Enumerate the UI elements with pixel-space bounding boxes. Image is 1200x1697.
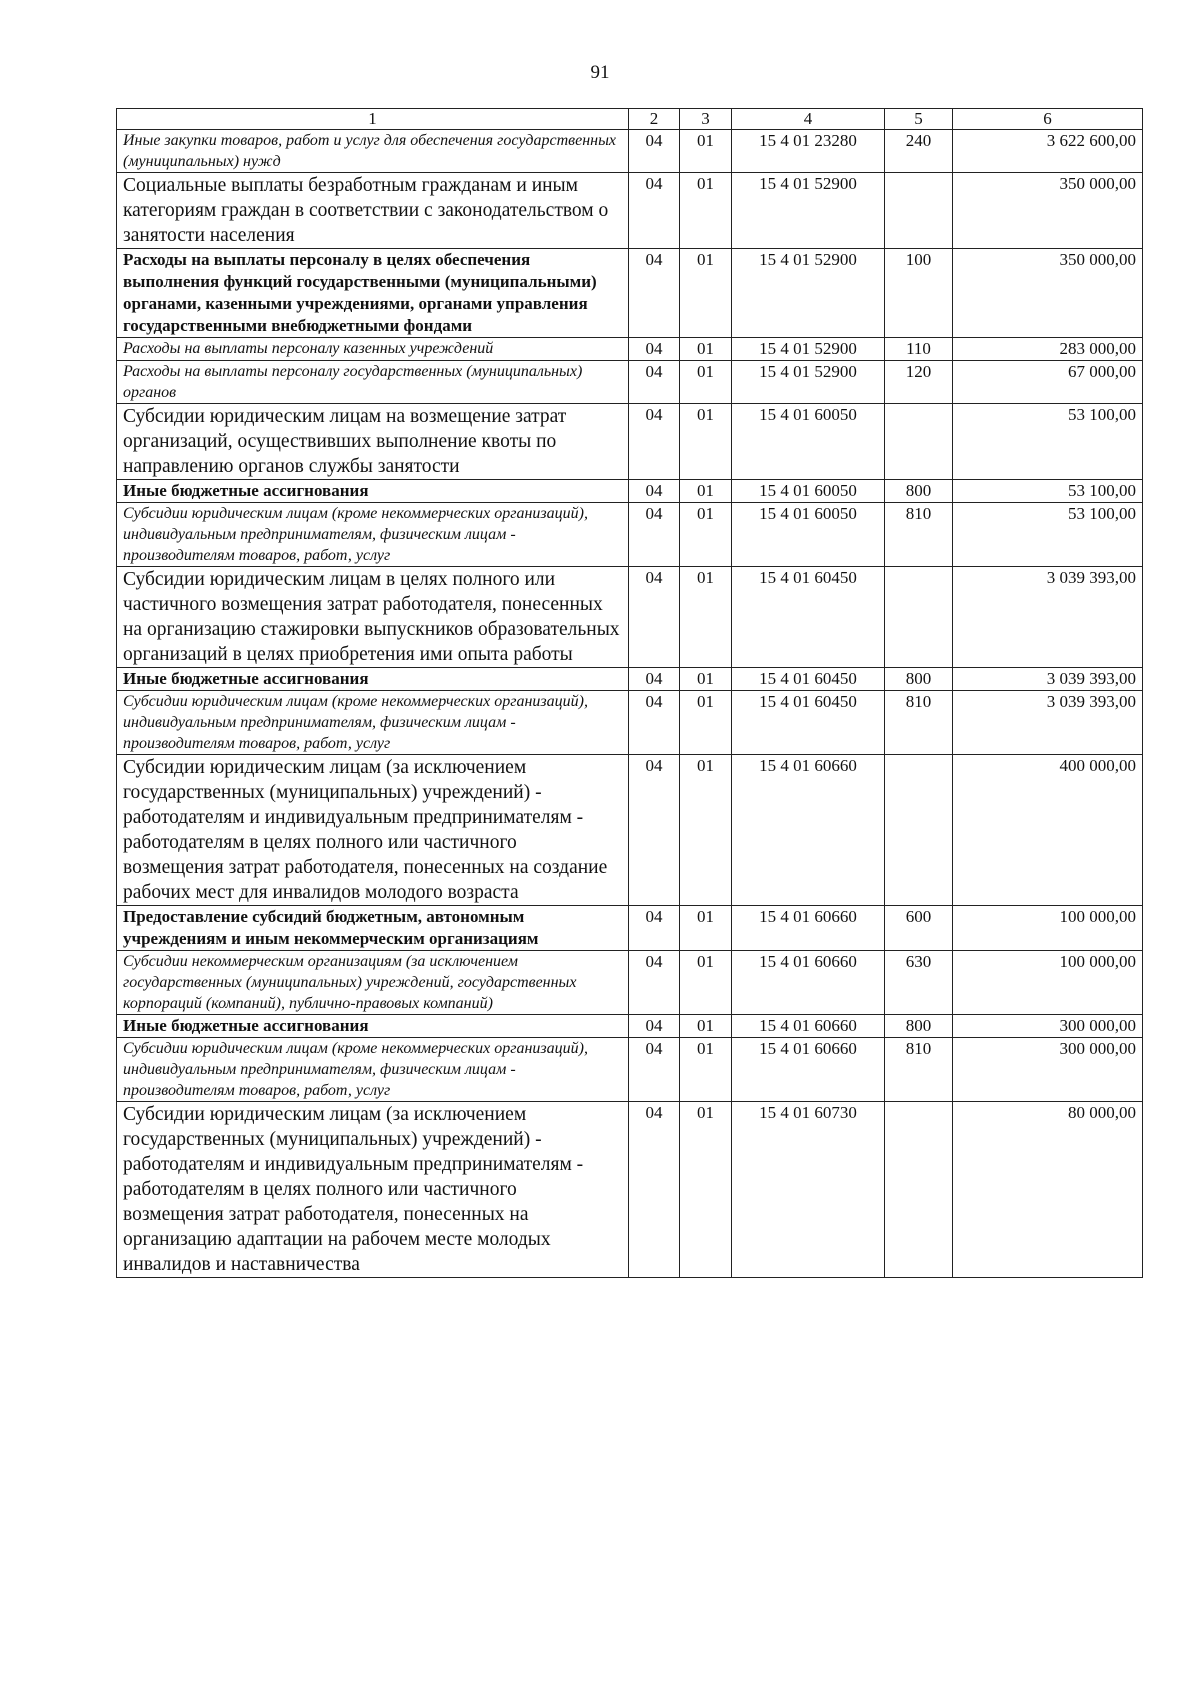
table-row — [117, 1015, 1143, 1038]
row-name-cell: Субсидии юридическим лицам (кроме некоммерческих организаций), индивидуальным предпринимателям, физическим лицам - производителям товаров, работ, услуг — [117, 691, 629, 755]
table-row — [117, 951, 1143, 1015]
row-amount-cell: 3 039 393,00 — [953, 691, 1143, 755]
table-row — [117, 1102, 1143, 1278]
row-expense-type-cell: 600 — [885, 906, 953, 951]
row-amount-cell: 100 000,00 — [953, 951, 1143, 1015]
row-amount-cell: 53 100,00 — [953, 404, 1143, 480]
row-section-cell: 04 — [629, 1102, 680, 1278]
row-subsection-cell: 01 — [680, 567, 732, 668]
header-col-5: 5 — [885, 109, 953, 130]
row-section-cell: 04 — [629, 404, 680, 480]
row-subsection-cell: 01 — [680, 173, 732, 249]
row-section-cell: 04 — [629, 668, 680, 691]
row-amount-cell: 300 000,00 — [953, 1015, 1143, 1038]
row-amount-cell: 300 000,00 — [953, 1038, 1143, 1102]
row-name-cell: Иные бюджетные ассигнования — [117, 480, 629, 503]
table-row — [117, 173, 1143, 249]
row-name-cell: Расходы на выплаты персоналу в целях обеспечения выполнения функций государственными (муниципальными) органами, казенными учреждениями, органами управления государственными внебюджетными фондами — [117, 249, 629, 338]
row-subsection-cell: 01 — [680, 755, 732, 906]
row-subsection-cell: 01 — [680, 1015, 732, 1038]
row-expense-type-cell: 810 — [885, 691, 953, 755]
row-expense-type-cell: 120 — [885, 361, 953, 404]
table-row — [117, 1038, 1143, 1102]
table-row — [117, 404, 1143, 480]
row-target-article-cell: 15 4 01 60050 — [732, 503, 885, 567]
row-expense-type-cell — [885, 1102, 953, 1278]
row-expense-type-cell — [885, 404, 953, 480]
budget-table — [116, 108, 1143, 1278]
row-name-cell: Субсидии юридическим лицам (кроме некоммерческих организаций), индивидуальным предпринимателям, физическим лицам - производителям товаров, работ, услуг — [117, 503, 629, 567]
row-name-cell: Субсидии юридическим лицам (за исключением государственных (муниципальных) учреждений) - работодателям и индивидуальным предпринимателям - работодателям в целях полного или частичного возмещения затрат работодателя, понесенных на создание рабочих мест для инвалидов молодого возраста — [117, 755, 629, 906]
row-target-article-cell: 15 4 01 60660 — [732, 951, 885, 1015]
row-amount-cell: 283 000,00 — [953, 338, 1143, 361]
row-section-cell: 04 — [629, 567, 680, 668]
row-subsection-cell: 01 — [680, 338, 732, 361]
row-expense-type-cell — [885, 567, 953, 668]
table-row — [117, 503, 1143, 567]
row-expense-type-cell: 810 — [885, 1038, 953, 1102]
row-expense-type-cell: 810 — [885, 503, 953, 567]
row-target-article-cell: 15 4 01 60050 — [732, 404, 885, 480]
row-section-cell: 04 — [629, 361, 680, 404]
row-target-article-cell: 15 4 01 60660 — [732, 1038, 885, 1102]
row-section-cell: 04 — [629, 338, 680, 361]
row-target-article-cell: 15 4 01 60660 — [732, 1015, 885, 1038]
row-name-cell: Иные закупки товаров, работ и услуг для обеспечения государственных (муниципальных) нужд — [117, 130, 629, 173]
row-section-cell: 04 — [629, 906, 680, 951]
row-expense-type-cell: 800 — [885, 1015, 953, 1038]
row-section-cell: 04 — [629, 691, 680, 755]
page-number: 91 — [590, 62, 610, 83]
table-row — [117, 691, 1143, 755]
row-expense-type-cell: 240 — [885, 130, 953, 173]
row-amount-cell: 80 000,00 — [953, 1102, 1143, 1278]
row-target-article-cell: 15 4 01 52900 — [732, 338, 885, 361]
row-subsection-cell: 01 — [680, 906, 732, 951]
row-target-article-cell: 15 4 01 52900 — [732, 361, 885, 404]
row-name-cell: Иные бюджетные ассигнования — [117, 1015, 629, 1038]
row-section-cell: 04 — [629, 1015, 680, 1038]
row-amount-cell: 3 622 600,00 — [953, 130, 1143, 173]
row-name-cell: Субсидии юридическим лицам на возмещение затрат организаций, осуществивших выполнение квоты по направлению органов службы занятости — [117, 404, 629, 480]
row-name-cell: Иные бюджетные ассигнования — [117, 668, 629, 691]
row-amount-cell: 3 039 393,00 — [953, 668, 1143, 691]
row-target-article-cell: 15 4 01 60660 — [732, 755, 885, 906]
table-row — [117, 338, 1143, 361]
row-subsection-cell: 01 — [680, 503, 732, 567]
row-subsection-cell: 01 — [680, 691, 732, 755]
row-target-article-cell: 15 4 01 60450 — [732, 668, 885, 691]
row-name-cell: Субсидии юридическим лицам в целях полного или частичного возмещения затрат работодателя, понесенных на организацию стажировки выпускников образовательных организаций в целях приобретения ими опыта работы — [117, 567, 629, 668]
row-target-article-cell: 15 4 01 60050 — [732, 480, 885, 503]
row-amount-cell: 400 000,00 — [953, 755, 1143, 906]
row-expense-type-cell: 800 — [885, 480, 953, 503]
header-col-2: 2 — [629, 109, 680, 130]
row-expense-type-cell — [885, 755, 953, 906]
table-row — [117, 130, 1143, 173]
row-amount-cell: 350 000,00 — [953, 249, 1143, 338]
row-section-cell: 04 — [629, 503, 680, 567]
table-row — [117, 249, 1143, 338]
row-section-cell: 04 — [629, 249, 680, 338]
row-expense-type-cell: 110 — [885, 338, 953, 361]
table-row — [117, 480, 1143, 503]
row-amount-cell: 100 000,00 — [953, 906, 1143, 951]
row-section-cell: 04 — [629, 755, 680, 906]
table-header-row — [117, 109, 1143, 130]
row-amount-cell: 3 039 393,00 — [953, 567, 1143, 668]
row-target-article-cell: 15 4 01 52900 — [732, 249, 885, 338]
row-subsection-cell: 01 — [680, 1102, 732, 1278]
row-expense-type-cell: 630 — [885, 951, 953, 1015]
row-target-article-cell: 15 4 01 52900 — [732, 173, 885, 249]
row-subsection-cell: 01 — [680, 668, 732, 691]
row-target-article-cell: 15 4 01 60450 — [732, 567, 885, 668]
table-row — [117, 755, 1143, 906]
row-section-cell: 04 — [629, 1038, 680, 1102]
row-amount-cell: 53 100,00 — [953, 503, 1143, 567]
row-section-cell: 04 — [629, 951, 680, 1015]
row-name-cell: Социальные выплаты безработным гражданам и иным категориям граждан в соответствии с законодательством о занятости населения — [117, 173, 629, 249]
row-subsection-cell: 01 — [680, 480, 732, 503]
row-section-cell: 04 — [629, 130, 680, 173]
row-amount-cell: 350 000,00 — [953, 173, 1143, 249]
row-target-article-cell: 15 4 01 60660 — [732, 906, 885, 951]
row-subsection-cell: 01 — [680, 951, 732, 1015]
row-section-cell: 04 — [629, 173, 680, 249]
row-subsection-cell: 01 — [680, 404, 732, 480]
row-name-cell: Предоставление субсидий бюджетным, автономным учреждениям и иным некоммерческим организациям — [117, 906, 629, 951]
row-expense-type-cell — [885, 173, 953, 249]
table-row — [117, 361, 1143, 404]
row-subsection-cell: 01 — [680, 249, 732, 338]
table-row — [117, 567, 1143, 668]
row-section-cell: 04 — [629, 480, 680, 503]
row-name-cell: Субсидии юридическим лицам (за исключением государственных (муниципальных) учреждений) - работодателям и индивидуальным предпринимателям - работодателям в целях полного или частичного возмещения затрат работодателя, понесенных на организацию адаптации на рабочем месте молодых инвалидов и наставничества — [117, 1102, 629, 1278]
row-name-cell: Расходы на выплаты персоналу государственных (муниципальных) органов — [117, 361, 629, 404]
header-col-4: 4 — [732, 109, 885, 130]
row-subsection-cell: 01 — [680, 1038, 732, 1102]
row-expense-type-cell: 100 — [885, 249, 953, 338]
table-row — [117, 906, 1143, 951]
row-amount-cell: 53 100,00 — [953, 480, 1143, 503]
row-subsection-cell: 01 — [680, 361, 732, 404]
row-target-article-cell: 15 4 01 60730 — [732, 1102, 885, 1278]
row-target-article-cell: 15 4 01 60450 — [732, 691, 885, 755]
header-col-3: 3 — [680, 109, 732, 130]
row-name-cell: Субсидии некоммерческим организациям (за исключением государственных (муниципальных) учреждений, государственных корпораций (компаний), публично-правовых компаний) — [117, 951, 629, 1015]
row-subsection-cell: 01 — [680, 130, 732, 173]
row-expense-type-cell: 800 — [885, 668, 953, 691]
row-target-article-cell: 15 4 01 23280 — [732, 130, 885, 173]
header-col-6: 6 — [953, 109, 1143, 130]
header-col-1: 1 — [117, 109, 629, 130]
row-amount-cell: 67 000,00 — [953, 361, 1143, 404]
row-name-cell: Расходы на выплаты персоналу казенных учреждений — [117, 338, 629, 361]
row-name-cell: Субсидии юридическим лицам (кроме некоммерческих организаций), индивидуальным предпринимателям, физическим лицам - производителям товаров, работ, услуг — [117, 1038, 629, 1102]
table-row — [117, 668, 1143, 691]
